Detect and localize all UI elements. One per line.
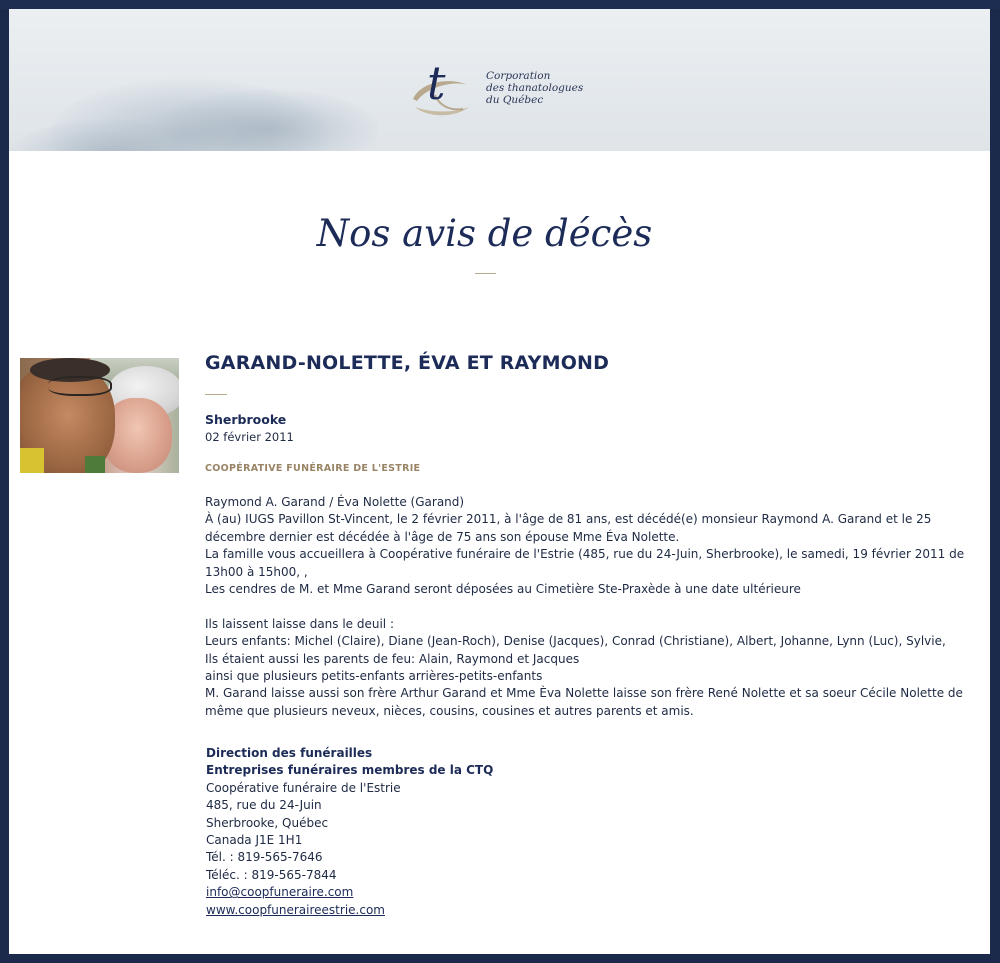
funeral-subheading: Entreprises funéraires membres de la CTQ <box>206 763 494 778</box>
funeral-direction <box>206 745 706 919</box>
paragraph-spacer <box>205 598 965 615</box>
obituary-date: 02 février 2011 <box>205 430 294 444</box>
logo-letter: t <box>427 56 446 110</box>
name-divider <box>205 394 227 395</box>
obituary-line: Ils étaient aussi les parents de feu: Alain, Raymond et Jacques <box>205 651 580 666</box>
page-container <box>9 9 990 954</box>
obituary-city: Sherbrooke <box>205 412 287 427</box>
header-banner <box>9 9 990 151</box>
logo-line-1: Corporation <box>486 70 551 82</box>
funeral-street: 485, rue du 24-Juin <box>206 798 322 813</box>
deceased-name: GARAND-NOLETTE, ÉVA ET RAYMOND <box>205 352 610 374</box>
photo-detail <box>85 456 105 473</box>
obituary-photo <box>20 358 179 473</box>
logo-line-2: des thanatologues <box>486 82 584 94</box>
photo-detail <box>48 376 112 396</box>
obituary-line: À (au) IUGS Pavillon St-Vincent, le 2 février 2011, à l'âge de 81 ans, est décédé(e) monsieur Raymond A. Garand et le 25 décembre dernier est décédée à l'âge de 75 ans son épouse Mme Éva Nolette. <box>205 512 932 544</box>
cooperative-link[interactable]: COOPÉRATIVE FUNÉRAIRE DE L'ESTRIE <box>205 463 421 474</box>
photo-detail <box>20 448 44 473</box>
logo-text[interactable] <box>486 70 583 106</box>
obituary-line: ainsi que plusieurs petits-enfants arrières-petits-enfants <box>205 669 543 684</box>
obituary-text <box>205 494 965 720</box>
obituary-line: Les cendres de M. et Mme Garand seront déposées au Cimetière Ste-Praxède à une date ultérieure <box>205 582 801 597</box>
funeral-phone: Tél. : 819-565-7646 <box>206 850 323 865</box>
funeral-city: Sherbrooke, Québec <box>206 815 329 830</box>
obituary-line: La famille vous accueillera à Coopérative funéraire de l'Estrie (485, rue du 24-Juin, Sherbrooke), le samedi, 19 février 2011 de 13h00 à 15h00, , <box>205 547 965 579</box>
page-title: Nos avis de décès <box>316 212 653 255</box>
website-link[interactable]: www.coopfuneraireestrie.com <box>206 902 385 917</box>
funeral-company: Coopérative funéraire de l'Estrie <box>206 780 401 795</box>
funeral-fax: Téléc. : 819-565-7844 <box>206 867 337 882</box>
title-divider <box>475 273 496 274</box>
obituary-line: Raymond A. Garand / Éva Nolette (Garand) <box>205 495 465 509</box>
obituary-line: Ils laissent laisse dans le deuil : <box>205 616 394 631</box>
funeral-postal: Canada J1E 1H1 <box>206 833 303 848</box>
email-link[interactable]: info@coopfuneraire.com <box>206 885 354 900</box>
funeral-heading: Direction des funérailles <box>206 746 373 760</box>
logo-line-3: du Québec <box>486 94 544 106</box>
obituary-line: Leurs enfants: Michel (Claire), Diane (Jean-Roch), Denise (Jacques), Conrad (Christiane), Albert, Johanne, Lynn (Luc), Sylvie, <box>205 634 946 649</box>
window-top-border <box>0 0 1000 9</box>
ctq-logo-icon[interactable] <box>405 51 475 121</box>
obituary-line: M. Garand laisse aussi son frère Arthur Garand et Mme Èva Nolette laisse son frère René Nolette et sa soeur Cécile Nolette de même que plusieurs neveux, nièces, cousins, cousines et autres parents et amis. <box>205 686 963 718</box>
